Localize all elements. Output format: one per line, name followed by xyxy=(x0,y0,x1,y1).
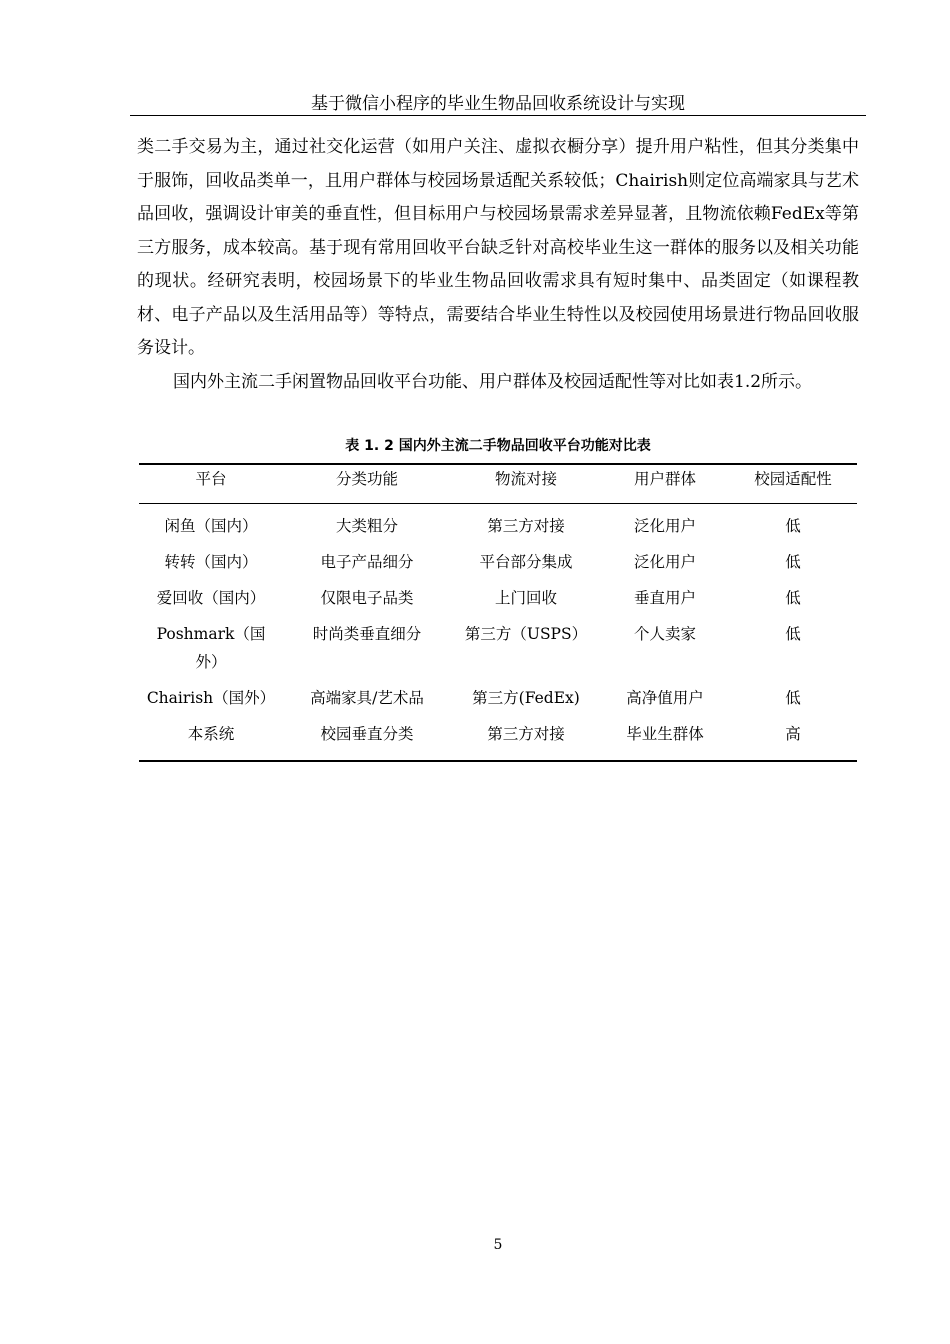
table-cell: 低 xyxy=(785,689,801,707)
table-cell: 第三方对接 xyxy=(487,725,565,743)
table-cell: 毕业生群体 xyxy=(626,725,704,743)
table-cell: 低 xyxy=(785,517,801,535)
table-header-row xyxy=(139,464,857,504)
column-header: 用户群体 xyxy=(633,470,696,488)
table-cell: 第三方对接 xyxy=(487,517,565,535)
column-header: 分类功能 xyxy=(335,470,398,488)
running-header-title: 基于微信小程序的毕业生物品回收系统设计与实现 xyxy=(311,94,685,114)
page-number: 5 xyxy=(493,1237,503,1253)
paragraph-1: 类二手交易为主，通过社交化运营（如用户关注、虚拟衣橱分享）提升用户粘性，但其分类集中于服饰，回收品类单一，且用户群体与校园场景适配关系较低；Chairish则定位高端家具与艺术品回收，强调设计审美的垂直性，但目标用户与校园场景需求差异显著，且物流依赖FedEx等第三方服务，成本较高。基于现有常用回收平台缺乏针对高校毕业生这一群体的服务以及相关功能的现状。经研究表明，校园场景下的毕业生物品回收需求具有短时集中、品类固定（如课程教材、电子产品以及生活用品等）等特点，需要结合毕业生特性以及校园使用场景进行物品回收服务设计。 xyxy=(137,137,859,358)
table-cell: Chairish（国外） xyxy=(146,689,276,707)
table-row xyxy=(139,548,857,584)
table-cell: 上门回收 xyxy=(494,589,557,607)
table-cell: 低 xyxy=(785,625,801,643)
column-header: 校园适配性 xyxy=(754,470,832,488)
table-cell: 高 xyxy=(785,725,801,743)
table-row xyxy=(139,720,857,761)
column-header: 平台 xyxy=(195,470,227,488)
table-row xyxy=(139,684,857,720)
table-row xyxy=(139,504,857,549)
table-cell: 大类粗分 xyxy=(335,517,398,535)
table-caption: 表 1. 2 国内外主流二手物品回收平台功能对比表 xyxy=(345,438,651,454)
column-header: 物流对接 xyxy=(494,470,557,488)
body-text xyxy=(137,131,859,399)
table-cell: 泛化用户 xyxy=(633,553,696,571)
paragraph-2: 国内外主流二手闲置物品回收平台功能、用户群体及校园适配性等对比如表1.2所示。 xyxy=(173,371,813,392)
table-cell: 第三方(FedEx) xyxy=(472,689,580,707)
table-cell: Poshmark（国外） xyxy=(156,625,266,671)
table-cell: 时尚类垂直细分 xyxy=(312,625,422,643)
table-cell: 校园垂直分类 xyxy=(320,725,414,743)
table-cell: 高净值用户 xyxy=(626,689,704,707)
table-cell: 泛化用户 xyxy=(633,517,696,535)
table-cell: 爱回收（国内） xyxy=(156,589,266,607)
table-cell: 电子产品细分 xyxy=(320,553,414,571)
table-row xyxy=(139,584,857,620)
table-cell: 平台部分集成 xyxy=(479,553,573,571)
comparison-table xyxy=(139,463,857,762)
table-row xyxy=(139,620,857,684)
table-cell: 低 xyxy=(785,589,801,607)
table-cell: 转转（国内） xyxy=(164,553,258,571)
header-divider xyxy=(130,115,866,116)
table-cell: 个人卖家 xyxy=(633,625,696,643)
table-cell: 本系统 xyxy=(187,725,235,743)
table-cell: 仅限电子品类 xyxy=(320,589,414,607)
table-cell: 低 xyxy=(785,553,801,571)
table-cell: 第三方（USPS） xyxy=(464,625,588,643)
table-cell: 闲鱼（国内） xyxy=(164,517,258,535)
table-cell: 垂直用户 xyxy=(633,589,696,607)
table-cell: 高端家具/艺术品 xyxy=(310,689,424,707)
